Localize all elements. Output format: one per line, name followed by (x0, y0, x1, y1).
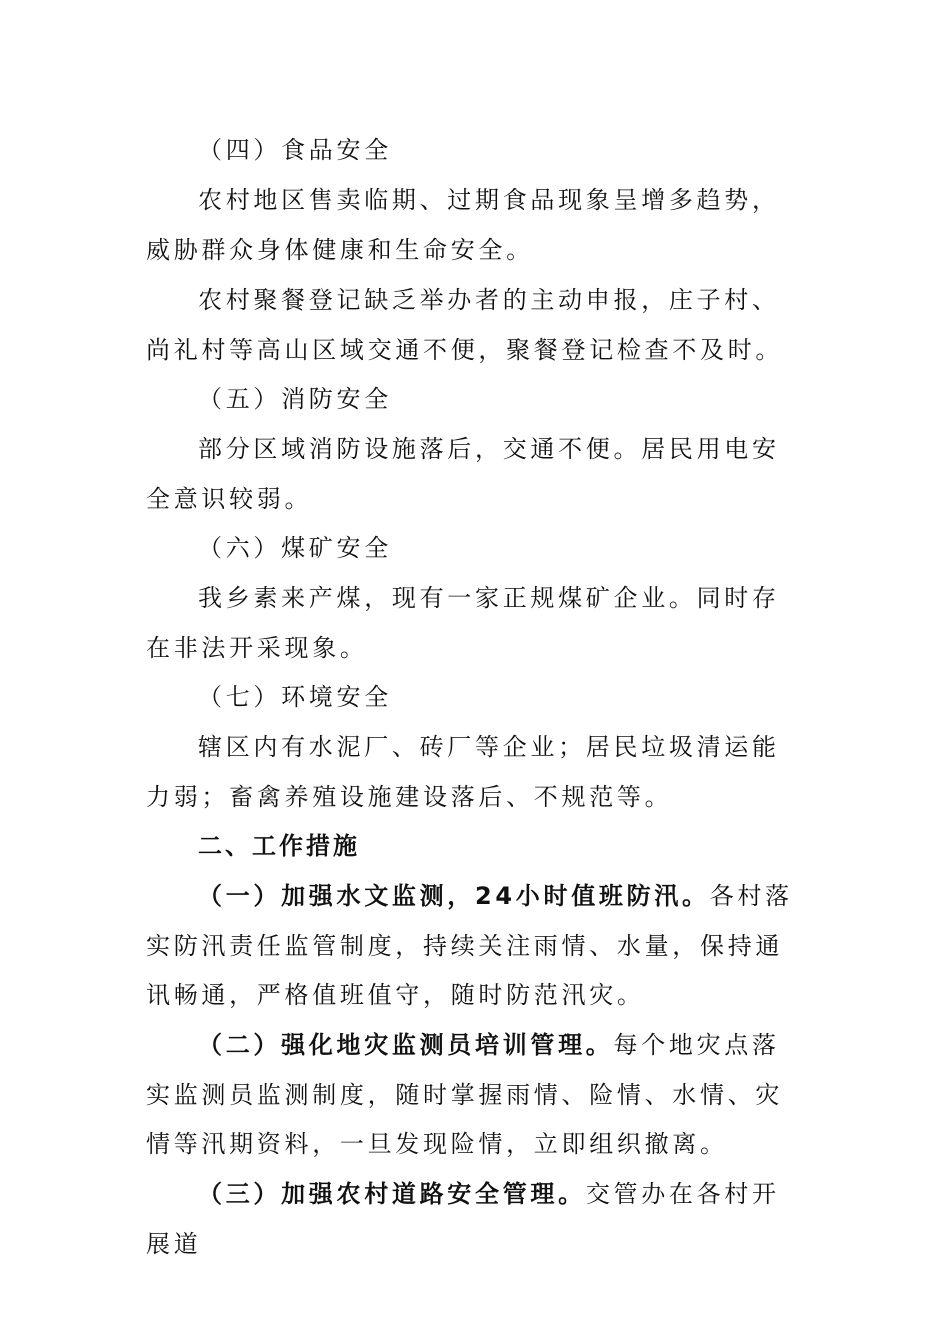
section-heading-coal-safety: （六）煤矿安全 (198, 534, 392, 562)
measure-item-2-lead: （二）强化地灾监测员培训管理。 (198, 1031, 614, 1059)
measure-item-1 (146, 872, 806, 1021)
measure-item-3-lead: （三）加强农村道路安全管理。 (198, 1180, 586, 1208)
measure-item-1-text: 各村落实防汛责任监管制度，持续关注雨情、水量，保持通讯畅通，严格值班值守，随时防范汛灾。 (146, 882, 793, 1009)
section-heading-environment-safety: （七）环境安全 (198, 683, 392, 711)
paragraph-fire: 部分区域消防设施落后，交通不便。居民用电安全意识较弱。 (146, 435, 780, 513)
paragraph-environment: 辖区内有水泥厂、砖厂等企业；居民垃圾清运能力弱；畜禽养殖设施建设落后、不规范等。 (146, 733, 780, 811)
section-heading-measures: 二、工作措施 (198, 832, 360, 860)
paragraph-coal: 我乡素来产煤，现有一家正规煤矿企业。同时存在非法开采现象。 (146, 584, 780, 662)
section-heading-food-safety: （四）食品安全 (198, 136, 392, 164)
paragraph-food-banquet: 农村聚餐登记缺乏举办者的主动申报，庄子村、尚礼村等高山区域交通不便，聚餐登记检查不及时。 (146, 286, 784, 364)
paragraph-food-expired: 农村地区售卖临期、过期食品现象呈增多趋势，威胁群众身体健康和生命安全。 (146, 186, 780, 264)
measure-item-2 (146, 1021, 806, 1170)
section-heading-fire-safety: （五）消防安全 (198, 385, 392, 413)
measure-item-2-text: 每个地灾点落实监测员监测制度，随时掌握雨情、险情、水情、灾情等汛期资料，一旦发现险情，立即组织撤离。 (146, 1031, 784, 1158)
measure-item-3 (146, 1170, 806, 1269)
measure-item-3-text: 交管办在各村开展道 (146, 1180, 780, 1258)
measure-item-1-lead: （一）加强水文监测，24小时值班防汛。 (198, 882, 710, 910)
